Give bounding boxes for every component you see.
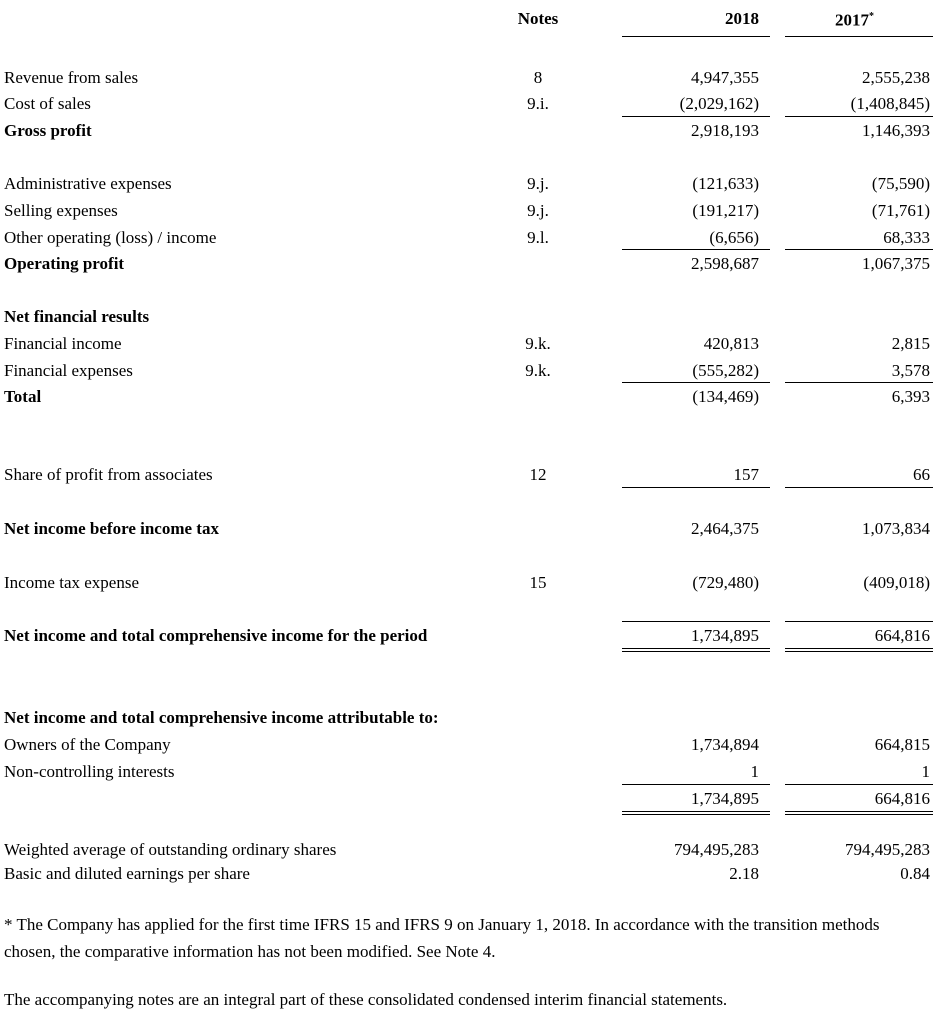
notes-header: Notes bbox=[517, 9, 559, 28]
row-note: 15 bbox=[529, 573, 547, 592]
year-2017-header: 2017* bbox=[835, 10, 874, 30]
value-2017: 664,816 bbox=[874, 626, 930, 645]
value-2018: 2.18 bbox=[729, 864, 759, 883]
header-rule-2017 bbox=[785, 36, 933, 37]
double-rule bbox=[622, 814, 770, 815]
value-2018: 1,734,895 bbox=[691, 789, 759, 808]
footnote-integral: The accompanying notes are an integral part of these consolidated condensed interim financial statements. bbox=[4, 990, 728, 1009]
value-2017: 1,067,375 bbox=[862, 254, 930, 273]
row-label: Selling expenses bbox=[4, 201, 118, 220]
value-2017: 3,578 bbox=[891, 361, 930, 380]
subtotal-rule bbox=[785, 249, 933, 250]
value-2017: 1,146,393 bbox=[862, 121, 930, 140]
row-label: Other operating (loss) / income bbox=[4, 228, 217, 247]
value-2017: 6,393 bbox=[891, 387, 930, 406]
value-2017: 68,333 bbox=[883, 228, 930, 247]
value-2018: 157 bbox=[733, 465, 759, 484]
value-2018: 1 bbox=[750, 762, 759, 781]
double-rule bbox=[785, 648, 933, 649]
value-2017: (1,408,845) bbox=[850, 94, 930, 113]
subtotal-rule bbox=[622, 487, 770, 488]
row-label: Share of profit from associates bbox=[4, 465, 213, 484]
subtotal-rule bbox=[622, 784, 770, 785]
value-2018: (555,282) bbox=[692, 361, 759, 380]
row-note: 9.k. bbox=[525, 334, 551, 353]
row-note: 9.i. bbox=[527, 94, 549, 113]
row-label: Net income before income tax bbox=[4, 519, 219, 538]
value-2017: (75,590) bbox=[871, 174, 930, 193]
value-2018: 4,947,355 bbox=[691, 68, 759, 87]
value-2018: 2,464,375 bbox=[691, 519, 759, 538]
double-rule bbox=[622, 651, 770, 652]
row-note: 8 bbox=[533, 68, 543, 87]
row-label: Income tax expense bbox=[4, 573, 139, 592]
value-2018: 794,495,283 bbox=[674, 840, 759, 859]
subtotal-rule bbox=[785, 621, 933, 622]
value-2017: 2,555,238 bbox=[862, 68, 930, 87]
value-2017: 1 bbox=[921, 762, 930, 781]
row-note: 9.l. bbox=[527, 228, 549, 247]
section-heading: Net financial results bbox=[4, 307, 150, 326]
value-2017: 66 bbox=[913, 465, 930, 484]
double-rule bbox=[785, 814, 933, 815]
row-label: Basic and diluted earnings per share bbox=[4, 864, 250, 883]
value-2018: 2,918,193 bbox=[691, 121, 759, 140]
double-rule bbox=[785, 811, 933, 812]
value-2018: (6,656) bbox=[709, 228, 759, 247]
row-label: Operating profit bbox=[4, 254, 125, 273]
subtotal-rule bbox=[785, 784, 933, 785]
row-label: Financial income bbox=[4, 334, 122, 353]
subtotal-rule bbox=[785, 116, 933, 117]
row-label: Gross profit bbox=[4, 121, 92, 140]
row-label: Net income and total comprehensive income for the period bbox=[4, 626, 428, 645]
value-2018: 420,813 bbox=[703, 334, 759, 353]
value-2018: (191,217) bbox=[692, 201, 759, 220]
row-label: Owners of the Company bbox=[4, 735, 171, 754]
header-rule-2018 bbox=[622, 36, 770, 37]
value-2018: (2,029,162) bbox=[679, 94, 759, 113]
row-label: Weighted average of outstanding ordinary shares bbox=[4, 840, 337, 859]
double-rule bbox=[622, 811, 770, 812]
value-2018: (121,633) bbox=[692, 174, 759, 193]
subtotal-rule bbox=[622, 249, 770, 250]
value-2018: (134,469) bbox=[692, 387, 759, 406]
row-note: 9.k. bbox=[525, 361, 551, 380]
value-2017: 664,815 bbox=[874, 735, 930, 754]
subtotal-rule bbox=[622, 116, 770, 117]
double-rule bbox=[785, 651, 933, 652]
value-2017: 794,495,283 bbox=[845, 840, 930, 859]
value-2017: 664,816 bbox=[874, 789, 930, 808]
section-heading: Net income and total comprehensive income attributable to: bbox=[4, 708, 439, 727]
row-label: Cost of sales bbox=[4, 94, 91, 113]
row-label: Non-controlling interests bbox=[4, 762, 175, 781]
value-2018: 1,734,894 bbox=[691, 735, 759, 754]
row-label: Total bbox=[4, 387, 42, 406]
subtotal-rule bbox=[622, 382, 770, 383]
subtotal-rule bbox=[785, 382, 933, 383]
row-label: Financial expenses bbox=[4, 361, 133, 380]
value-2018: (729,480) bbox=[692, 573, 759, 592]
row-note: 9.j. bbox=[527, 201, 549, 220]
value-2017: 0.84 bbox=[900, 864, 930, 883]
value-2017: 1,073,834 bbox=[862, 519, 930, 538]
double-rule bbox=[622, 648, 770, 649]
year-2018-header: 2018 bbox=[725, 9, 759, 28]
value-2017: (409,018) bbox=[863, 573, 930, 592]
value-2017: (71,761) bbox=[871, 201, 930, 220]
value-2018: 1,734,895 bbox=[691, 626, 759, 645]
row-label: Revenue from sales bbox=[4, 68, 139, 87]
subtotal-rule bbox=[785, 487, 933, 488]
row-note: 9.j. bbox=[527, 174, 549, 193]
row-note: 12 bbox=[529, 465, 547, 484]
value-2018: 2,598,687 bbox=[691, 254, 759, 273]
row-label: Administrative expenses bbox=[4, 174, 172, 193]
subtotal-rule bbox=[622, 621, 770, 622]
value-2017: 2,815 bbox=[891, 334, 930, 353]
footnote-ifrs: * The Company has applied for the first time IFRS 15 and IFRS 9 on January 1, 2018. In accordance with the transition methods chosen, the comparative information has not been modified. See Note 4. bbox=[4, 915, 880, 961]
